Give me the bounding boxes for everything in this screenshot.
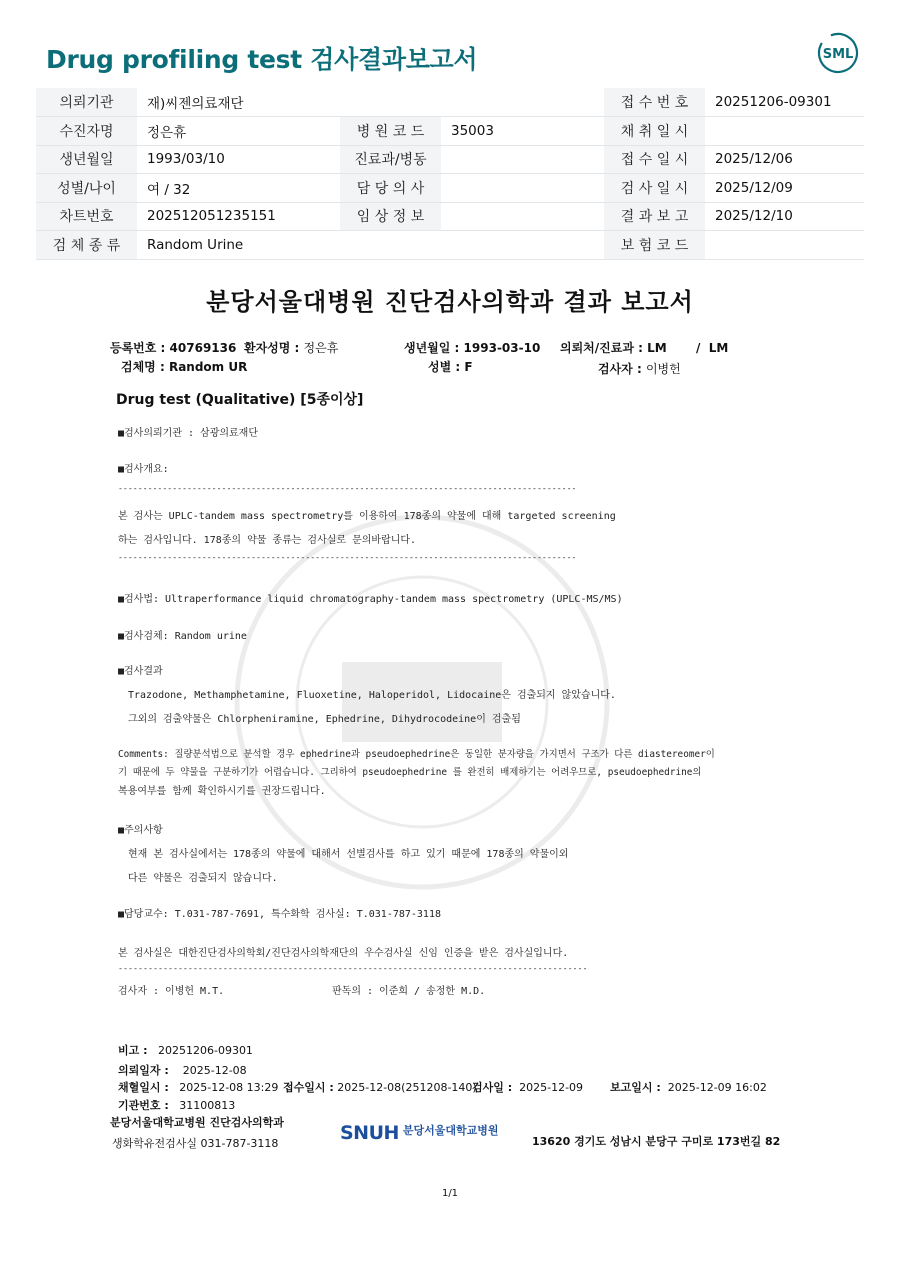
result-line: Trazodone, Methamphetamine, Fluoxetine, Haloperidol, Lidocaine은 검출되지 않았습니다.	[128, 690, 616, 701]
info-value: 여 / 32	[137, 174, 340, 203]
info-label: 접 수 번 호	[604, 88, 705, 117]
info-label: 검 사 일 시	[604, 174, 705, 203]
hospital-address: 13620 경기도 성남시 분당구 구미로 173번길 82	[532, 1135, 781, 1148]
dept-field: 의뢰처/진료과 : LM / LM	[560, 341, 729, 355]
info-row	[36, 231, 864, 260]
lab-phone: 생화학유전검사실 031-787-3118	[112, 1137, 279, 1150]
method-line: ■검사법: Ultraperformance liquid chromatography-tandem mass spectrometry (UPLC-MS/MS)	[118, 594, 623, 605]
info-label	[340, 88, 441, 117]
info-row	[36, 88, 864, 117]
info-label: 수진자명	[36, 117, 137, 146]
info-label: 병 원 코 드	[340, 117, 441, 146]
info-value	[441, 202, 604, 231]
note-field: 비고 : 20251206-09301	[118, 1044, 253, 1057]
info-row	[36, 174, 864, 203]
info-value: 202512051235151	[137, 202, 340, 231]
info-label: 검 체 종 류	[36, 231, 137, 260]
svg-text:SML: SML	[822, 47, 854, 62]
info-value	[705, 117, 864, 146]
info-label: 결 과 보 고	[604, 202, 705, 231]
comment-line: 복용여부를 함께 확인하시기를 권장드립니다.	[118, 786, 326, 797]
overview-heading: ■검사개요:	[118, 464, 169, 475]
lab-line: ■검사의뢰기관 : 삼광의료재단	[118, 428, 259, 439]
info-label: 보 험 코 드	[604, 231, 705, 260]
test-date-field: 검사일 : 2025-12-09	[472, 1081, 584, 1094]
info-label: 생년월일	[36, 145, 137, 174]
divider: ----------------------------------------------------------------------------------------------	[118, 963, 588, 973]
result-line: 그외의 검출약물은 Chlorpheniramine, Ephedrine, Dihydrocodeine이 검출됨	[128, 714, 521, 725]
hospital-seal-watermark	[232, 512, 612, 892]
document-title: Drug profiling test 검사결과보고서	[46, 45, 478, 74]
info-label: 채 취 일 시	[604, 117, 705, 146]
info-row	[36, 202, 864, 231]
collect-time-field: 채혈일시 : 2025-12-08 13:29	[118, 1081, 279, 1094]
info-value	[441, 231, 604, 260]
info-value: 2025/12/09	[705, 174, 864, 203]
comment-line: Comments: 질량분석법으로 분석할 경우 ephedrine과 pseudoephedrine은 동일한 분자량을 가지면서 구조가 다른 diastereomer이	[118, 749, 715, 760]
info-row	[36, 145, 864, 174]
section-title: Drug test (Qualitative) [5종이상]	[116, 392, 364, 408]
info-label: 성별/나이	[36, 174, 137, 203]
divider: ---------------------------------------------------------------------------------------------	[118, 552, 577, 562]
patient-info-table	[36, 88, 864, 260]
report-time-field: 보고일시 : 2025-12-09 16:02	[610, 1081, 767, 1094]
info-value: 정은휴	[137, 117, 340, 146]
info-value: 2025/12/10	[705, 202, 864, 231]
reader-line: 판독의 : 이준희 / 송정한 M.D.	[332, 986, 486, 997]
info-label: 임 상 정 보	[340, 202, 441, 231]
result-heading: ■검사결과	[118, 666, 163, 677]
caution-heading: ■주의사항	[118, 825, 163, 836]
department-name: 분당서울대학교병원 진단검사의학과	[110, 1116, 284, 1129]
patient-name-field: 환자성명 : 정은휴	[244, 341, 339, 355]
info-label: 담 당 의 사	[340, 174, 441, 203]
info-value	[441, 145, 604, 174]
info-label: 의뢰기관	[36, 88, 137, 117]
info-value: 1993/03/10	[137, 145, 340, 174]
specimen-field: 검체명 : Random UR	[121, 360, 248, 374]
caution-line: 현재 본 검사실에서는 178종의 약물에 대해서 선별검사를 하고 있기 때문에 178종의 약물이외	[128, 849, 569, 860]
info-row	[36, 117, 864, 146]
reg-no-field: 등록번호 : 40769136	[110, 341, 237, 355]
receive-time-field: 접수일시 : 2025-12-08(251208-140)	[283, 1081, 477, 1094]
report-title: 분당서울대병원 진단검사의학과 결과 보고서	[206, 288, 694, 316]
info-label	[340, 231, 441, 260]
dob-field: 생년월일 : 1993-03-10	[404, 341, 541, 355]
page-number: 1/1	[441, 1188, 459, 1199]
info-value	[705, 231, 864, 260]
certification-line: 본 검사실은 대한진단검사의학회/진단검사의학재단의 우수검사실 신임 인증을 받은 검사실입니다.	[118, 948, 569, 959]
info-value: Random Urine	[137, 231, 340, 260]
overview-line: 하는 검사입니다. 178종의 약물 종류는 검사실로 문의바랍니다.	[118, 535, 417, 546]
technician-line: 검사자 : 이병헌 M.T.	[118, 986, 225, 997]
info-value: 재)씨젠의료재단	[137, 88, 340, 117]
info-label: 접 수 일 시	[604, 145, 705, 174]
info-value: 20251206-09301	[705, 88, 864, 117]
contact-line: ■담당교수: T.031-787-7691, 특수화학 검사실: T.031-787-3118	[118, 909, 441, 920]
info-value	[441, 174, 604, 203]
info-value: 35003	[441, 117, 604, 146]
request-date-field: 의뢰일자 : 2025-12-08	[118, 1064, 247, 1077]
comment-line: 기 때문에 두 약물을 구분하기가 어렵습니다. 그리하여 pseudoephedrine 를 완전히 배제하기는 어려우므로, pseudoephedrine의	[118, 767, 702, 778]
info-label: 진료과/병동	[340, 145, 441, 174]
divider: ---------------------------------------------------------------------------------------------	[118, 483, 577, 493]
sml-logo	[814, 32, 862, 74]
info-value: 2025/12/06	[705, 145, 864, 174]
institution-no-field: 기관번호 : 31100813	[118, 1099, 236, 1112]
info-label: 차트번호	[36, 202, 137, 231]
examiner-field: 검사자 : 이병헌	[598, 362, 681, 376]
caution-line: 다른 약물은 검출되지 않습니다.	[128, 873, 278, 884]
specimen-line: ■검사검체: Random urine	[118, 631, 247, 642]
snuh-logo: SNUH $^{분당서울대학교병원}$	[340, 1122, 499, 1144]
overview-line: 본 검사는 UPLC-tandem mass spectrometry를 이용하여 178종의 약물에 대해 targeted screening	[118, 511, 616, 522]
info-value	[441, 88, 604, 117]
sex-field: 성별 : F	[428, 360, 473, 374]
